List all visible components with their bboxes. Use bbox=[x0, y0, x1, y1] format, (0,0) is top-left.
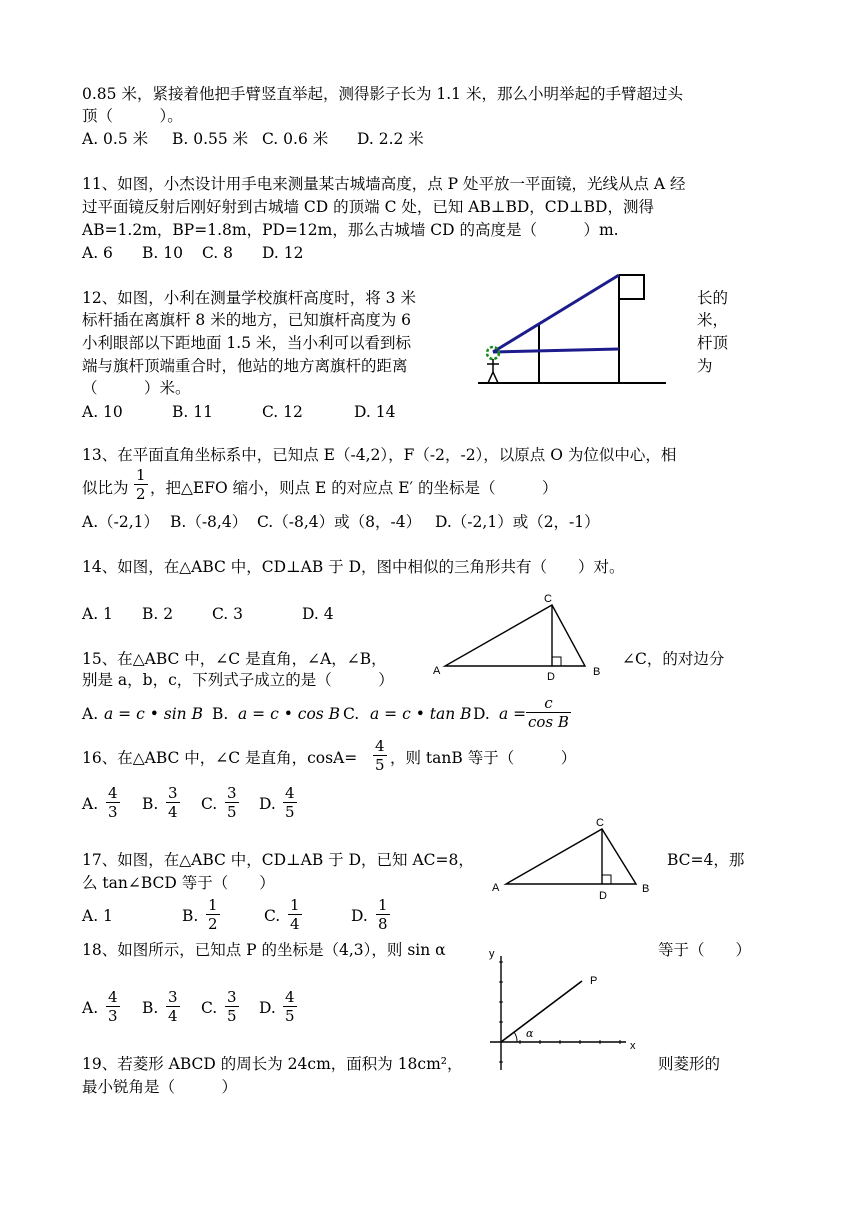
label-a: A bbox=[492, 882, 500, 894]
q16-option-b-label: B. bbox=[142, 795, 159, 813]
label-d: D bbox=[599, 890, 607, 902]
coordinate-diagram-q18 bbox=[480, 944, 650, 1074]
q12-line2a: 标杆插在离旗杆 8 米的地方，已知旗杆高度为 6 bbox=[82, 311, 412, 329]
q10-option-c: C. 0.6 米 bbox=[262, 130, 329, 148]
q17-line1b: BC=4，那 bbox=[667, 851, 745, 869]
q15-option-b-label: B. bbox=[212, 705, 229, 723]
q10-line1: 0.85 米，紧接着他把手臂竖直举起，测得影子长为 1.1 米，那么小明举起的手臂超过头 bbox=[82, 85, 683, 103]
angle-arc bbox=[514, 1032, 517, 1042]
q13-ratio-den: 2 bbox=[136, 485, 146, 503]
q12-option-c: C. 12 bbox=[262, 403, 303, 421]
label-a: A bbox=[433, 665, 441, 677]
q17-option-d-den: 8 bbox=[378, 915, 388, 933]
q18-option-d-label: D. bbox=[259, 999, 276, 1017]
q12-option-b: B. 11 bbox=[172, 403, 213, 421]
q14-option-b: B. 2 bbox=[142, 605, 174, 623]
q18-option-a-den: 3 bbox=[108, 1007, 118, 1025]
q10-option-d: D. 2.2 米 bbox=[357, 130, 424, 148]
label-alpha: α bbox=[526, 1027, 534, 1040]
q15-option-d-label: D. bbox=[473, 705, 490, 723]
label-y: y bbox=[489, 948, 495, 960]
q16-option-b-num: 3 bbox=[168, 784, 178, 802]
triangle-diagram-q14 bbox=[426, 590, 606, 682]
triangle-abc bbox=[445, 605, 585, 666]
q15-line1a: 15、在△ABC 中，∠C 是直角，∠A，∠B， bbox=[82, 650, 387, 668]
q18-option-d-den: 5 bbox=[285, 1007, 295, 1025]
q16-option-d-fraction bbox=[283, 784, 297, 821]
sight-line bbox=[493, 275, 619, 352]
q15-option-c-expr: a = c • tan B bbox=[370, 705, 472, 723]
q11-option-b: B. 10 bbox=[142, 244, 183, 262]
q17-option-c-fraction bbox=[288, 896, 302, 933]
q12-line2b: 米， bbox=[697, 311, 729, 329]
q17-option-c-label: C. bbox=[264, 907, 281, 925]
q16-option-b-fraction bbox=[166, 784, 180, 821]
q15-option-c-label: C. bbox=[343, 705, 360, 723]
ray-op bbox=[501, 981, 582, 1042]
q13-line2a: 似比为 bbox=[82, 479, 129, 497]
q10-option-b: B. 0.55 米 bbox=[172, 130, 249, 148]
q16-option-a-num: 4 bbox=[108, 784, 118, 802]
q19-line1a: 19、若菱形 ABCD 的周长为 24cm，面积为 18cm²， bbox=[82, 1055, 463, 1073]
q17-option-c-den: 4 bbox=[290, 915, 300, 933]
q14-option-d: D. 4 bbox=[302, 605, 334, 623]
q13-option-a: A.（-2,1） bbox=[82, 513, 160, 531]
q17-option-b-num: 1 bbox=[208, 896, 218, 914]
q18-option-a-num: 4 bbox=[108, 988, 118, 1006]
q16-option-a-den: 3 bbox=[108, 803, 118, 821]
q12-line5: （ ）米。 bbox=[82, 379, 191, 397]
q13-ratio-num: 1 bbox=[136, 466, 146, 484]
q15-option-a-expr: a = c • sin B bbox=[104, 705, 203, 723]
q18-option-a-label: A. bbox=[82, 999, 99, 1017]
q16-option-c-label: C. bbox=[201, 795, 218, 813]
q18-option-d-num: 4 bbox=[285, 988, 295, 1006]
q16-option-d-label: D. bbox=[259, 795, 276, 813]
q18-option-b-num: 3 bbox=[168, 988, 178, 1006]
label-b: B bbox=[642, 883, 650, 895]
q18-option-b-fraction bbox=[166, 988, 180, 1025]
q11-option-d: D. 12 bbox=[262, 244, 304, 262]
q18-option-b-label: B. bbox=[142, 999, 159, 1017]
q15-option-d-num: c bbox=[526, 694, 571, 713]
q16-line-b: ，则 tanB 等于（ ） bbox=[390, 749, 577, 767]
q11-option-a: A. 6 bbox=[82, 244, 113, 262]
q12-line3a: 小利眼部以下距地面 1.5 米，当小利可以看到标 bbox=[82, 334, 412, 352]
label-x: x bbox=[630, 1040, 636, 1052]
q16-cos-den: 5 bbox=[375, 756, 385, 774]
q13-ratio-fraction bbox=[134, 466, 148, 503]
label-p: P bbox=[590, 975, 598, 987]
label-d: D bbox=[547, 671, 555, 682]
q12-line3b: 杆顶 bbox=[697, 334, 729, 352]
q12-line4a: 端与旗杆顶端重合时，他站的地方离旗杆的距离 bbox=[82, 357, 408, 375]
q13-line1: 13、在平面直角坐标系中，已知点 E（-4,2），F（-2，-2），以原点 O 为位似中心，相 bbox=[82, 446, 677, 464]
q17-line1a: 17、如图，在△ABC 中，CD⊥AB 于 D，已知 AC=8， bbox=[82, 851, 474, 869]
q16-option-d-num: 4 bbox=[285, 784, 295, 802]
q16-option-b-den: 4 bbox=[168, 803, 178, 821]
q17-option-d-fraction bbox=[376, 896, 390, 933]
q12-option-d: D. 14 bbox=[354, 403, 396, 421]
q17-option-b-den: 2 bbox=[208, 915, 218, 933]
q17-option-a: A. 1 bbox=[82, 907, 113, 925]
q17-line2: 么 tan∠BCD 等于（ ） bbox=[82, 874, 275, 892]
q11-line2: 过平面镜反射后刚好射到古城墙 CD 的顶端 C 处，已知 AB⊥BD，CD⊥BD，测得 bbox=[82, 198, 654, 216]
q10-option-a: A. 0.5 米 bbox=[82, 130, 149, 148]
q16-option-a-fraction bbox=[106, 784, 120, 821]
q13-option-d: D.（-2,1）或（2，-1） bbox=[435, 513, 600, 531]
q12-line4b: 为 bbox=[697, 357, 713, 375]
flagpole-diagram bbox=[470, 266, 670, 390]
q13-option-b: B.（-8,4） bbox=[170, 513, 248, 531]
q16-option-a-label: A. bbox=[82, 795, 99, 813]
q13-line2b: ，把△EFO 缩小，则点 E 的对应点 E′ 的坐标是（ ） bbox=[150, 479, 558, 497]
q15-option-d-den: cos B bbox=[528, 713, 569, 731]
q15-line2: 别是 a，b，c，下列式子成立的是（ ） bbox=[82, 671, 394, 689]
q15-line1b: ∠C，的对边分 bbox=[622, 650, 725, 668]
q15-option-b-expr: a = c • cos B bbox=[238, 705, 341, 723]
q16-option-c-den: 5 bbox=[227, 803, 237, 821]
q11-line1: 11、如图，小杰设计用手电来测量某古城墙高度，点 P 处平放一平面镜，光线从点 A 经 bbox=[82, 175, 686, 193]
label-b: B bbox=[593, 666, 601, 678]
q19-line1b: 则菱形的 bbox=[658, 1055, 721, 1073]
q18-option-c-den: 5 bbox=[227, 1007, 237, 1025]
q11-line3: AB=1.2m，BP=1.8m，PD=12m，那么古城墙 CD 的高度是（ ）m. bbox=[82, 221, 619, 239]
right-angle-mark bbox=[602, 875, 611, 884]
q12-line1a: 12、如图，小利在测量学校旗杆高度时，将 3 米 bbox=[82, 289, 416, 307]
right-angle-mark bbox=[552, 657, 561, 666]
q16-option-c-num: 3 bbox=[227, 784, 237, 802]
q12-option-a: A. 10 bbox=[82, 403, 123, 421]
q14-line1: 14、如图，在△ABC 中，CD⊥AB 于 D，图中相似的三角形共有（ ）对。 bbox=[82, 558, 625, 576]
q14-option-c: C. 3 bbox=[212, 605, 244, 623]
q12-line1b: 长的 bbox=[697, 289, 729, 307]
q13-option-c: C.（-8,4）或（8，-4） bbox=[257, 513, 422, 531]
q15-option-a-label: A. bbox=[82, 705, 99, 723]
q16-cos-fraction bbox=[373, 737, 387, 774]
q16-cos-num: 4 bbox=[375, 737, 385, 755]
q15-option-d-fraction bbox=[526, 694, 571, 731]
label-c: C bbox=[596, 817, 604, 829]
q16-option-d-den: 5 bbox=[285, 803, 295, 821]
q17-option-b-fraction bbox=[206, 896, 220, 933]
q17-option-b-label: B. bbox=[182, 907, 199, 925]
q18-option-a-fraction bbox=[106, 988, 120, 1025]
q18-line1b: 等于（ ） bbox=[658, 941, 752, 959]
q18-option-c-num: 3 bbox=[227, 988, 237, 1006]
q18-line1a: 18、如图所示，已知点 P 的坐标是（4,3），则 sin α bbox=[82, 941, 446, 959]
q19-line2: 最小锐角是（ ） bbox=[82, 1078, 238, 1096]
triangle-diagram-q17 bbox=[486, 814, 666, 906]
eye-level-line bbox=[493, 349, 619, 352]
q18-option-b-den: 4 bbox=[168, 1007, 178, 1025]
q16-option-c-fraction bbox=[225, 784, 239, 821]
q15-option-d-lhs: a = bbox=[499, 705, 527, 723]
q18-option-c-fraction bbox=[225, 988, 239, 1025]
q18-option-d-fraction bbox=[283, 988, 297, 1025]
label-c: C bbox=[544, 593, 552, 605]
q11-option-c: C. 8 bbox=[202, 244, 234, 262]
q14-option-a: A. 1 bbox=[82, 605, 113, 623]
triangle-abc bbox=[506, 829, 636, 884]
q18-option-c-label: C. bbox=[201, 999, 218, 1017]
q17-option-d-num: 1 bbox=[378, 896, 388, 914]
q10-line2: 顶（ ）。 bbox=[82, 107, 183, 125]
q16-line-a: 16、在△ABC 中，∠C 是直角，cosA= bbox=[82, 749, 358, 767]
q17-option-d-label: D. bbox=[351, 907, 368, 925]
q17-option-c-num: 1 bbox=[290, 896, 300, 914]
flag bbox=[619, 275, 644, 299]
